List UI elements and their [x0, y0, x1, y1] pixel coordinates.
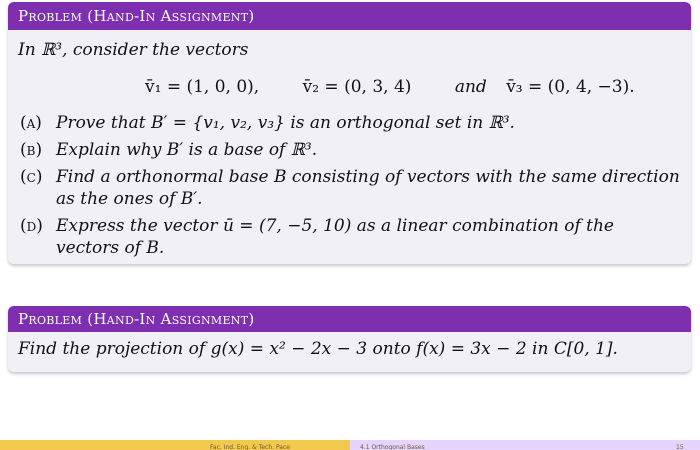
- vector-v1: v̄₁ = (1, 0, 0),: [145, 77, 260, 97]
- problem-1-intro: In ℝ³, consider the vectors: [18, 40, 249, 60]
- task-text-b: Explain why B′ is a base of ℝ³.: [56, 140, 318, 160]
- problem-1-title: Problem (Hand-In Assignment): [8, 2, 691, 30]
- task-item-c: [18, 166, 681, 210]
- task-label-a: (a): [20, 113, 42, 133]
- task-label-d: (d): [20, 216, 43, 236]
- footer-bar: [0, 440, 700, 450]
- task-text-a: Prove that B′ = {v₁, v₂, v₃} is an orthogonal set in ℝ³.: [56, 113, 515, 133]
- task-label-b: (b): [20, 140, 43, 160]
- problem-2-title: Problem (Hand-In Assignment): [8, 306, 691, 332]
- footer-page-number: 15: [676, 444, 684, 450]
- task-item-d: [18, 215, 681, 259]
- vectors-line: [18, 64, 681, 110]
- conjunction-and: and: [454, 77, 487, 97]
- task-item-a: [18, 112, 681, 134]
- problem-block-2: [8, 306, 691, 372]
- task-text-c: Find a orthonormal base B consisting of vectors with the same direction as the ones of B′.: [56, 167, 680, 209]
- task-list: [18, 112, 681, 259]
- problem-block-1: [8, 2, 691, 264]
- footer-author: Fac. Ind. Eng. & Tech. Pace: [210, 444, 290, 450]
- problem-2-body: [8, 332, 691, 359]
- task-item-b: [18, 139, 681, 161]
- task-label-c: (c): [20, 167, 43, 187]
- footer-left-segment: [0, 440, 350, 450]
- task-text-d: Express the vector ū = (7, −5, 10) as a linear combination of the vectors of B.: [56, 216, 614, 258]
- problem-2-text: Find the projection of g(x) = x² − 2x − 3 onto f(x) = 3x − 2 in C[0, 1].: [18, 339, 618, 359]
- vector-v3: v̄₃ = (0, 4, −3).: [506, 77, 635, 97]
- vector-v2: v̄₂ = (0, 3, 4): [302, 77, 412, 97]
- footer-section: 4.1 Orthogonal Bases: [360, 444, 425, 450]
- problem-1-body: [8, 30, 691, 259]
